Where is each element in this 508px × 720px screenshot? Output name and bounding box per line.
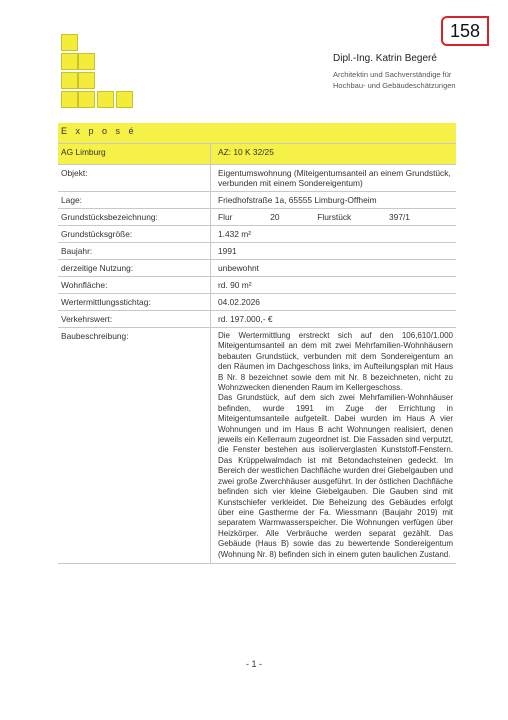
- row-label: Wertermittlungsstichtag:: [58, 294, 211, 311]
- author-title-line1: Architektin und Sachverständige für: [333, 70, 452, 79]
- company-logo: [57, 34, 137, 114]
- row-value: rd. 90 m²: [211, 277, 457, 294]
- expose-title-row: [58, 123, 456, 144]
- row-label: Grundstücksgröße:: [58, 226, 211, 243]
- row-lage: [58, 192, 456, 209]
- row-label: derzeitige Nutzung:: [58, 260, 211, 277]
- row-label: Grundstücksbezeichnung:: [58, 209, 211, 226]
- row-nutzung: [58, 260, 456, 277]
- row-baujahr: [58, 243, 456, 260]
- row-label: Lage:: [58, 192, 211, 209]
- flur-label: Flur: [218, 212, 233, 222]
- court-row: [58, 144, 456, 165]
- parcel-designation: [218, 212, 410, 222]
- row-value: 1991: [211, 243, 457, 260]
- expose-table: [58, 123, 456, 564]
- page-footer: - 1 -: [245, 659, 262, 669]
- case-number: AZ: 10 K 32/25: [211, 144, 457, 165]
- row-label: Verkehrswert:: [58, 311, 211, 328]
- row-label: Objekt:: [58, 165, 211, 192]
- letterhead: [333, 53, 493, 91]
- court-label: AG Limburg: [58, 144, 211, 165]
- building-description: [211, 328, 457, 564]
- row-objekt: [58, 165, 456, 192]
- row-label: Baujahr:: [58, 243, 211, 260]
- flurstueck-label: Flurstück: [317, 212, 352, 222]
- expose-title: E x p o s é: [58, 123, 211, 144]
- row-value: 1.432 m²: [211, 226, 457, 243]
- flurstueck-value: 397/1: [389, 212, 410, 222]
- row-value: 04.02.2026: [211, 294, 457, 311]
- row-label: Wohnfläche:: [58, 277, 211, 294]
- row-value: unbewohnt: [211, 260, 457, 277]
- row-grundstuecksbezeichnung: [58, 209, 456, 226]
- row-value: rd. 197.000,- €: [211, 311, 457, 328]
- description-paragraph: Das Grundstück, auf dem sich zwei Mehrfamilien-Wohnhäuser befinden, wurde 1991 im Zuge der Errichtung in Miteigentumsanteile aufgeteilt. Dabei wurden im Haus A vier Wohnungen und im Haus B acht Wohnungen realisiert, denen jeweils ein Kellerraum zugeordnet ist. Die Fassaden sind verputzt, die Fenster bestehen aus isolierverglasten Kunststoff-Fenstern. Das Krüppelwalmdach ist mit Betondachsteinen gedeckt. Im Bereich der westlichen Dachfläche wurden drei Giebelgauben und zwei große Zwerchhäuser ausgeführt. In der östlichen Dachfläche befinden sich vier kleine Giebelgauben. Die Gauben sind mit Kunstschiefer verkleidet. Die Beheizung des Gebäudes erfolgt über eine Gastherme der Fa. Wiessmann (Baujahr 2019) mit separatem Warmwasserspeicher. Die Wohnungen verfügen über Heizkörper. Alle Verbräuche werden separat gezählt. Das Gebäude (Haus B) sowie das zu bewertende Sondereigentum (Wohnung Nr. 8) befinden sich in einem guten baulichen Zustand.: [218, 393, 453, 559]
- row-value: Eigentumswohnung (Miteigentumsanteil an einem Grundstück, verbunden mit einem Sondereigentum): [211, 165, 457, 192]
- row-label: Baubeschreibung:: [58, 328, 211, 564]
- row-wohnflaeche: [58, 277, 456, 294]
- author-name: Dipl.-Ing. Katrin Begeré: [333, 53, 437, 64]
- description-paragraph: Die Wertermittlung erstreckt sich auf den 106,610/1.000 Miteigentumsanteil an dem mit zwei Mehrfamilien-Wohnhäusern bebauten Grundstück, verbunden mit dem Sondereigentum an den Räumen im Dachgeschoss links, im Aufteilungsplan mit Haus B Nr. 8 bezeichnet sowie dem mit Nr. 8 bezeichneten, nicht zu Wohnzwecken dienenden Raum im Kellergeschoss.: [218, 331, 453, 393]
- flur-value: 20: [270, 212, 280, 222]
- row-baubeschreibung: [58, 328, 456, 564]
- page-number-badge: 158: [441, 16, 489, 46]
- row-grundstuecksgroesse: [58, 226, 456, 243]
- author-title-line2: Hochbau- und Gebäudeschätzungen: [333, 81, 456, 90]
- row-verkehrswert: [58, 311, 456, 328]
- row-value: Friedhofstraße 1a, 65555 Limburg-Offheim: [211, 192, 457, 209]
- row-stichtag: [58, 294, 456, 311]
